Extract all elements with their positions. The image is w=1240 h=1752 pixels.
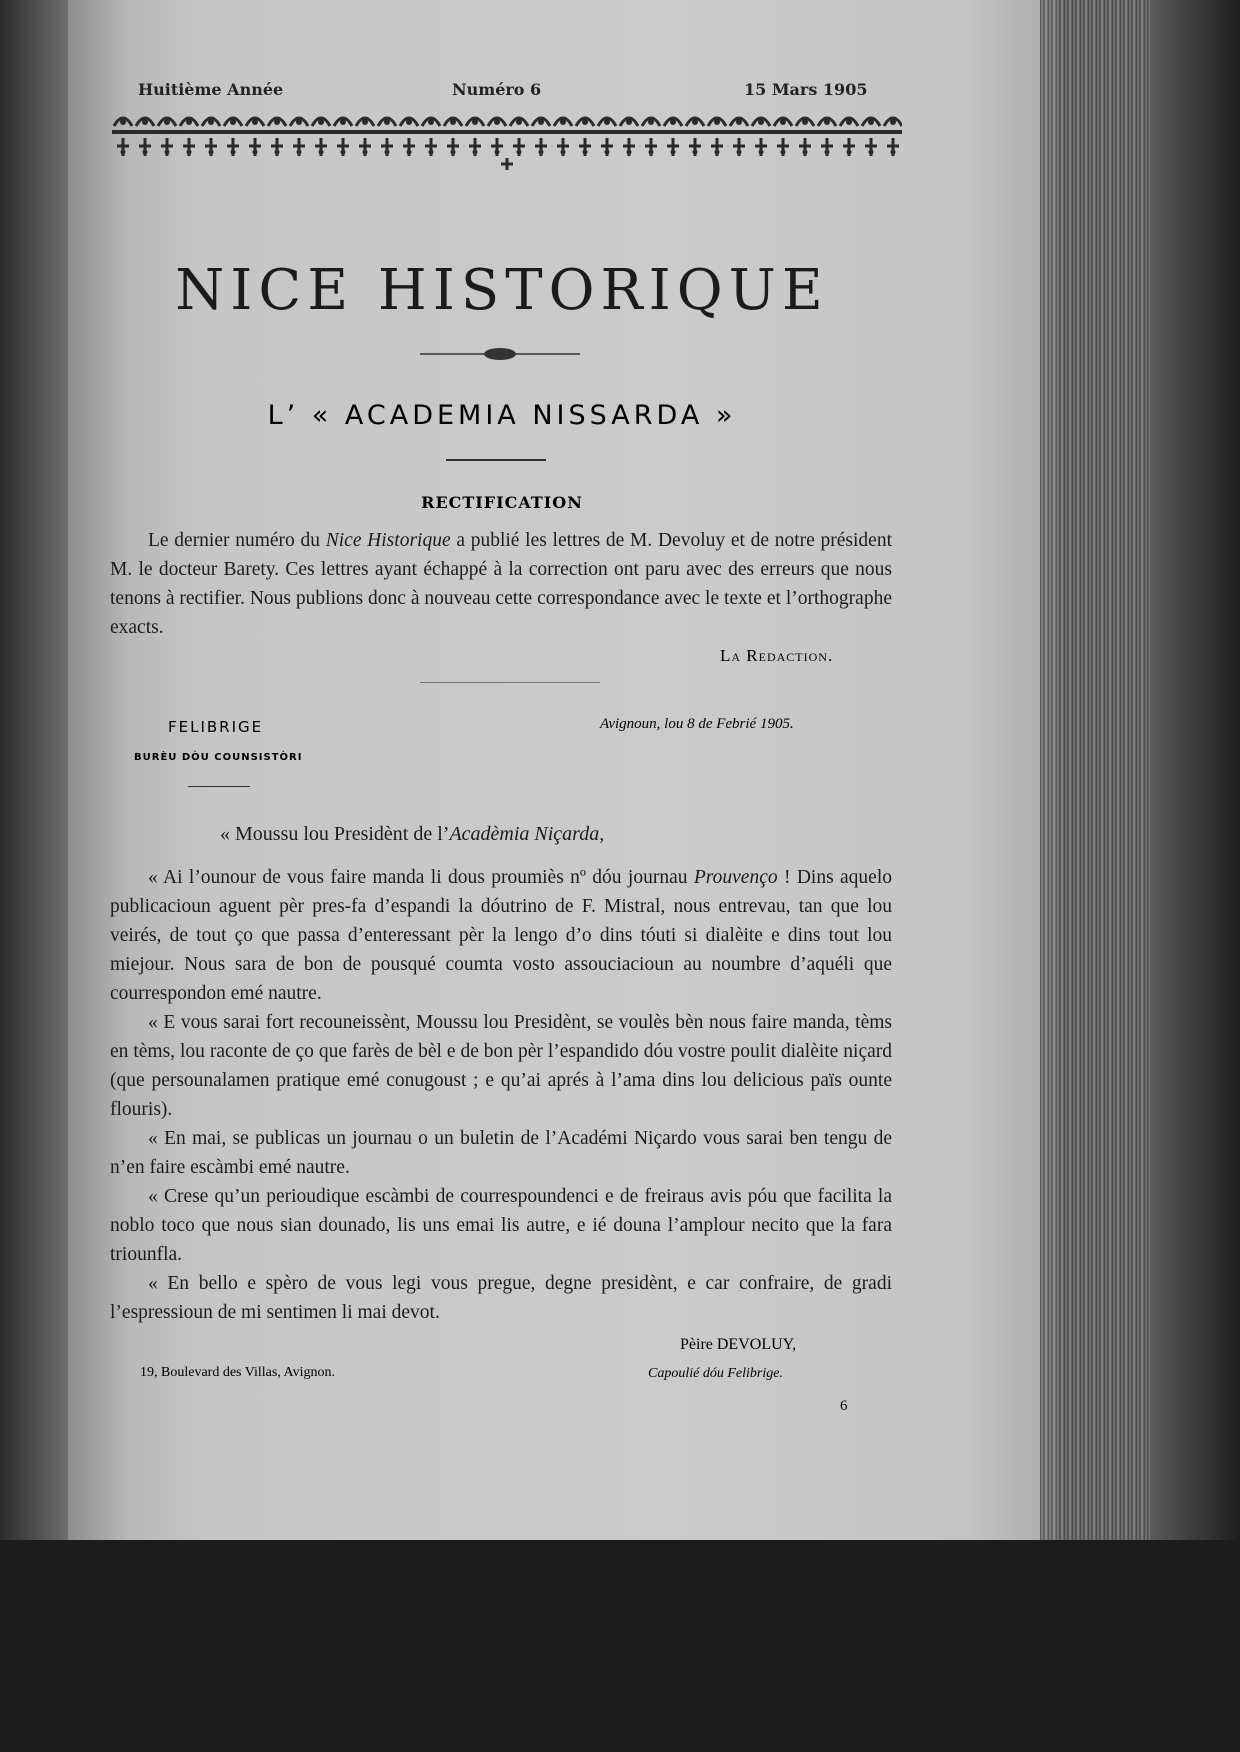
subheading: RECTIFICATION [421, 493, 583, 512]
letter-signature-title: Capoulié dóu Felibrige. [648, 1366, 783, 1381]
rectification-paragraph: Le dernier numéro du Nice Historique a publié les lettres de M. Devoluy et de notre président M. le docteur Barety. Ces lettres ayant échappé à la correction ont paru avec des erreurs que nous tenons à rectifier. Nous publions donc à nouveau cette correspondance avec le texte et l’orthographe exacts. [110, 530, 893, 638]
editorial-signature: La Redaction. [720, 646, 834, 665]
divider-line [420, 682, 600, 683]
letter-paragraph: « En bello e spèro de vous legi vous pregue, degne presidènt, e car confraire, de gradi l’espressioun de mi sentimen li mai devot. [110, 1273, 892, 1323]
letterhead-divider [188, 786, 250, 787]
letter-paragraph: « E vous sarai fort recouneissènt, Moussu lou Presidènt, se voulès bèn nous faire manda, tèms en tèms, lou raconte de ço que farès de bèl e de bon pèr l’espandido dóu vostre poulit dialèite niçard (que persounalamen pratique emé conugoust ; e qu’ai aprés à l’ama dins lou delicious païs ounte flouris). [110, 1012, 892, 1120]
header-date: 15 Mars 1905 [744, 80, 868, 99]
page-number: 6 [840, 1398, 848, 1414]
background-surface [0, 1540, 1240, 1752]
letterhead-bureau: BURÈU DÒU COUNSISTÒRI [134, 752, 303, 763]
header-issue: Numéro 6 [452, 80, 542, 99]
letter-body [110, 863, 892, 1327]
book-spine [1150, 0, 1240, 1752]
letter-paragraph: « Crese qu’un perioudique escàmbi de courrespoundenci e de freiraus avis póu que facilita la noblo toco que nous sian dounado, lis uns emai lis autre, e ié douna l’amplour necito que la fara triounfla. [110, 1186, 892, 1265]
decorative-border-icon [112, 108, 902, 170]
letter-address: 19, Boulevard des Villas, Avignon. [140, 1365, 336, 1380]
letter-paragraph: « Ai l’ounour de vous faire manda li dous proumiès nº dóu journau Prouvenço ! Dins aquelo publicacioun aguent pèr pres-fa d’espandi la dóutrino de F. Mistral, nous entrevau, tan que lou veirés, de tout ço que passa d’enteressant pèr la lengo d’o dins tóuti si dialèite e dins tout lou miejour. Nous sara de bon de pousqué coumta vosto assouciacioun au noumbre d’aquéli que courrespondon emé nautre. [110, 867, 893, 1004]
letter-date: Avignoun, lou 8 de Febrié 1905. [600, 716, 794, 732]
divider-ornament-icon [420, 346, 580, 362]
header-year: Huitième Année [138, 80, 284, 99]
section-divider [446, 459, 546, 461]
letter-paragraph: « En mai, se publicas un journau o un buletin de l’Académi Niçardo vous sarai ben tengu de n’en faire escàmbi emé nautre. [110, 1128, 892, 1178]
letter-signature-name: Pèire DEVOLUY, [680, 1336, 797, 1353]
letterhead-org: FELIBRIGE [168, 718, 264, 736]
letter-salutation: « Moussu lou Presidènt de l’Acadèmia Niçarda, [220, 823, 605, 845]
journal-title: NICE HISTORIQUE [175, 258, 829, 323]
section-title: L’ « ACADEMIA NISSARDA » [267, 400, 737, 431]
